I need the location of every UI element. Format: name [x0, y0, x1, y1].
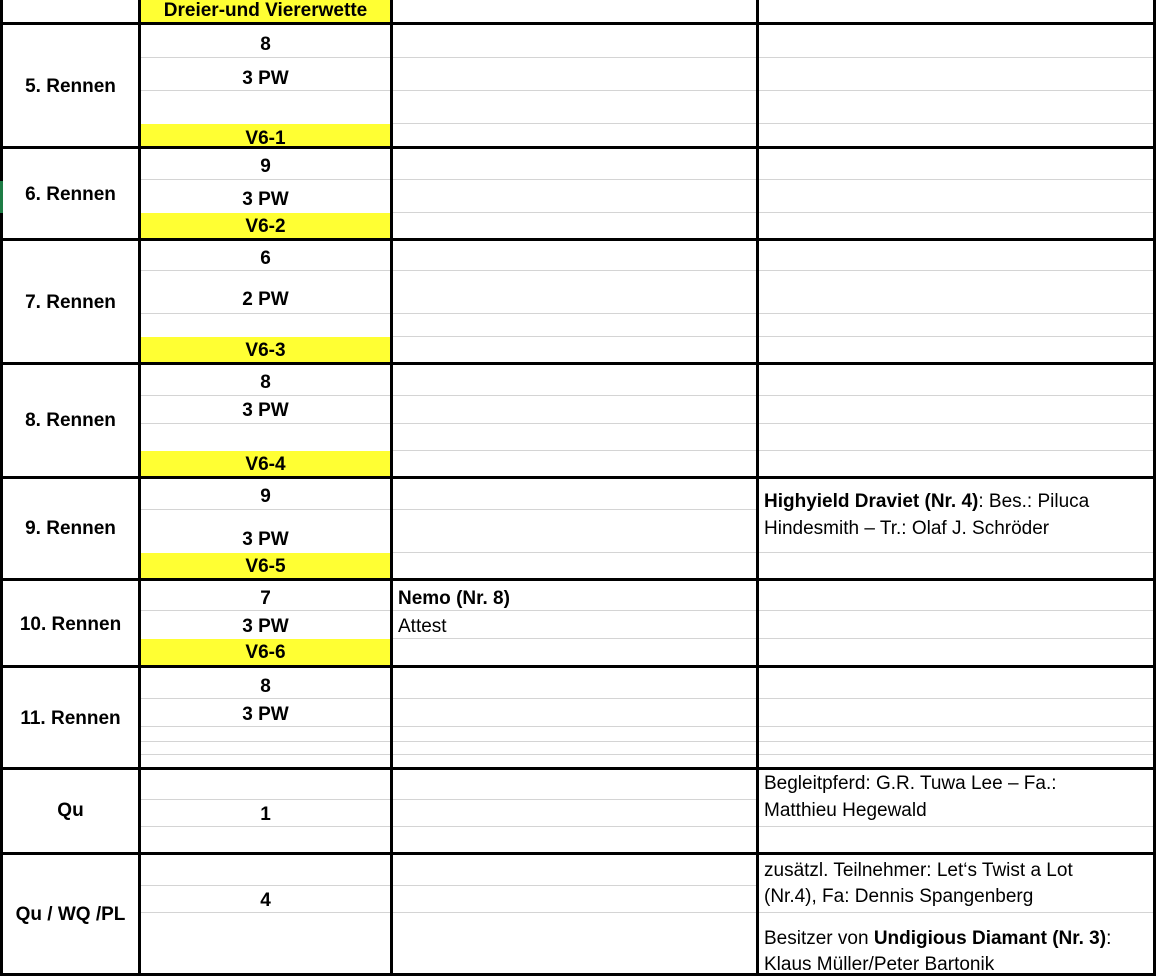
race-label: 5. Rennen	[25, 76, 116, 97]
starters-count: 1	[260, 804, 271, 825]
race-label: 8. Rennen	[25, 410, 116, 431]
row-border	[0, 852, 1156, 855]
note-horse-name: Undigious Diamant (Nr. 3)	[873, 928, 1107, 949]
row-selection-marker	[0, 181, 3, 213]
note-text: : Bes.: Piluca	[978, 491, 1090, 512]
note-text-line2: (Nr.4), Fa: Dennis Spangenberg	[764, 886, 1034, 907]
pw-count: 2 PW	[242, 289, 289, 310]
row-border	[0, 362, 1156, 365]
v6-leg: V6-5	[245, 556, 286, 577]
row-border	[0, 476, 1156, 479]
note-text: :	[1106, 928, 1112, 949]
race-label: 11. Rennen	[20, 708, 121, 729]
starters-count: 9	[260, 486, 271, 507]
v6-leg: V6-3	[245, 340, 286, 361]
v6-leg: V6-2	[245, 216, 286, 237]
note-text-line2: Matthieu Hegewald	[764, 800, 927, 821]
starters-count: 8	[260, 34, 271, 55]
race-label: 9. Rennen	[25, 518, 116, 539]
starters-count: 6	[260, 248, 271, 269]
race-label: 7. Rennen	[25, 292, 116, 313]
note-text-line2: Hindesmith – Tr.: Olaf J. Schröder	[764, 518, 1050, 539]
starters-count: 7	[260, 588, 271, 609]
header-dreier-viererwette: Dreier-und Viererwette	[163, 0, 368, 21]
pw-count: 3 PW	[242, 704, 289, 725]
v6-leg: V6-6	[245, 642, 286, 663]
starters-count: 8	[260, 676, 271, 697]
starters-count: 9	[260, 156, 271, 177]
pw-count: 3 PW	[242, 616, 289, 637]
row-border	[0, 767, 1156, 770]
row-border	[0, 578, 1156, 581]
starters-count: 4	[260, 890, 271, 911]
nonrunner-horse: Nemo (Nr. 8)	[398, 588, 510, 609]
note-text: Begleitpferd: G.R. Tuwa Lee – Fa.:	[764, 773, 1057, 794]
row-border	[0, 22, 1156, 25]
v6-leg: V6-1	[245, 128, 286, 149]
race-label: Qu / WQ /PL	[15, 904, 126, 925]
note-owner-line2: Klaus Müller/Peter Bartonik	[764, 954, 995, 975]
starters-count: 8	[260, 372, 271, 393]
row-border	[0, 665, 1156, 668]
nonrunner-reason: Attest	[398, 616, 447, 637]
note-text: Besitzer von	[764, 928, 874, 949]
pw-count: 3 PW	[242, 400, 289, 421]
pw-count: 3 PW	[242, 68, 289, 89]
race-label: Qu	[57, 800, 84, 821]
pw-count: 3 PW	[242, 189, 289, 210]
pw-count: 3 PW	[242, 529, 289, 550]
note-owner	[764, 928, 1111, 950]
race-label: 10. Rennen	[19, 614, 122, 635]
note-text: zusätzl. Teilnehmer: Let‘s Twist a Lot	[764, 860, 1073, 881]
note-horse-name: Highyield Draviet (Nr. 4)	[764, 491, 979, 512]
note-owner-trainer	[764, 491, 1089, 513]
row-border	[0, 238, 1156, 241]
race-label: 6. Rennen	[25, 184, 116, 205]
v6-leg: V6-4	[245, 454, 286, 475]
